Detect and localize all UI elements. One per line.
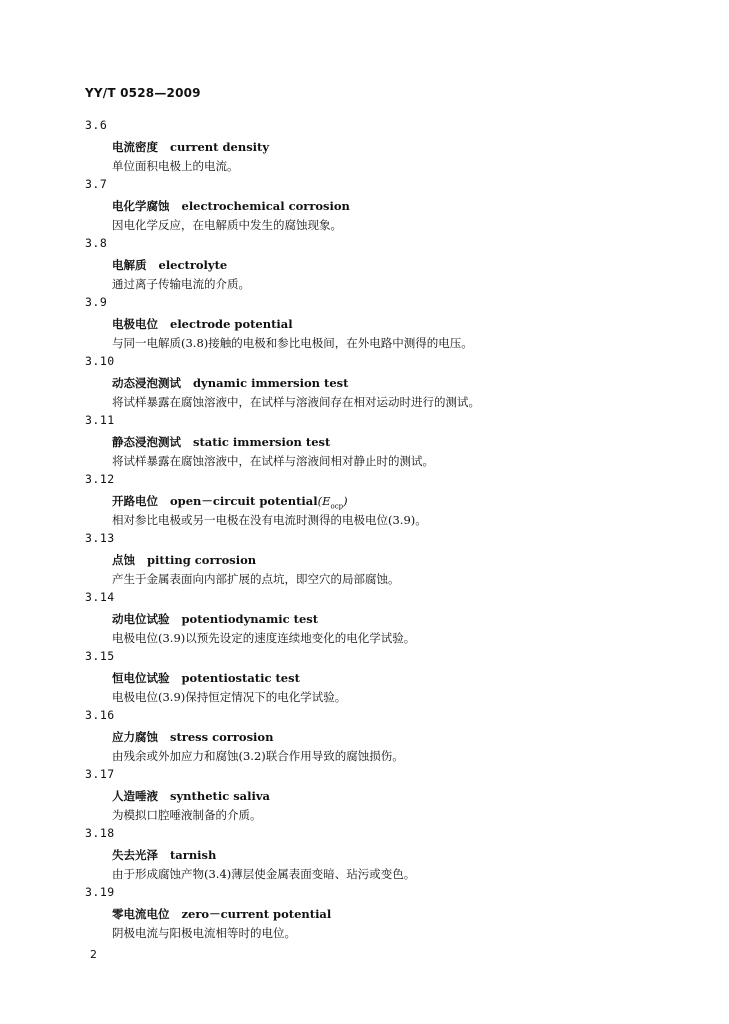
term-number: 3.16	[85, 708, 115, 722]
term-heading	[112, 552, 256, 568]
term-symbol: $(E_{ocp})$	[317, 494, 348, 511]
term-heading	[112, 316, 293, 332]
symbol-letter: E	[322, 494, 331, 508]
term-number: 3.15	[85, 649, 115, 663]
term-zh: 点蚀	[112, 553, 135, 567]
term-en: tarnish	[170, 848, 217, 862]
term-number: 3.7	[85, 177, 108, 191]
term-entry	[0, 767, 729, 826]
term-heading	[112, 198, 350, 214]
term-number: 3.9	[85, 295, 108, 309]
term-number: 3.8	[85, 236, 108, 250]
term-en: zero－current potential	[181, 907, 332, 921]
term-zh: 静态浸泡测试	[112, 435, 181, 449]
term-definition: 相对参比电极或另一电极在没有电流时测得的电极电位(3.9)。	[112, 513, 427, 527]
term-zh: 电极电位	[112, 317, 158, 331]
term-entry	[0, 413, 729, 472]
term-definition: 由于形成腐蚀产物(3.4)薄层使金属表面变暗、玷污或变色。	[112, 867, 416, 881]
term-heading	[112, 611, 318, 627]
term-entry	[0, 590, 729, 649]
term-en: synthetic saliva	[170, 789, 270, 803]
term-heading	[112, 375, 348, 391]
term-entry	[0, 826, 729, 885]
page-number: 2	[90, 948, 97, 961]
term-entry	[0, 295, 729, 354]
term-definition: 电极电位(3.9)保持恒定情况下的电化学试验。	[112, 690, 347, 704]
term-entry	[0, 472, 729, 531]
term-heading	[112, 847, 216, 863]
term-zh: 零电流电位	[112, 907, 170, 921]
term-definition: 单位面积电极上的电流。	[112, 159, 239, 173]
term-number: 3.6	[85, 118, 108, 132]
term-heading	[112, 257, 227, 273]
term-zh: 动电位试验	[112, 612, 170, 626]
term-number: 3.12	[85, 472, 115, 486]
term-zh: 失去光泽	[112, 848, 158, 862]
term-heading	[112, 906, 331, 922]
term-heading	[112, 493, 348, 510]
term-en: electrode potential	[170, 317, 293, 331]
term-definition: 与同一电解质(3.8)接触的电极和参比电极间，在外电路中测得的电压。	[112, 336, 473, 350]
symbol-subscript: ocp	[330, 502, 344, 511]
term-number: 3.14	[85, 590, 115, 604]
term-zh: 动态浸泡测试	[112, 376, 181, 390]
term-entry	[0, 354, 729, 413]
term-zh: 应力腐蚀	[112, 730, 158, 744]
term-definition: 为模拟口腔唾液制备的介质。	[112, 808, 262, 822]
term-number: 3.10	[85, 354, 115, 368]
standard-code: YY/T 0528—2009	[85, 86, 201, 100]
term-definition: 将试样暴露在腐蚀溶液中，在试样与溶液间存在相对运动时进行的测试。	[112, 395, 480, 409]
term-entry	[0, 649, 729, 708]
term-heading	[112, 729, 273, 745]
term-number: 3.11	[85, 413, 115, 427]
term-heading	[112, 434, 330, 450]
term-zh: 人造唾液	[112, 789, 158, 803]
term-en: electrolyte	[158, 258, 228, 272]
term-zh: 开路电位	[112, 494, 158, 508]
term-entry	[0, 531, 729, 590]
term-number: 3.17	[85, 767, 115, 781]
term-number: 3.18	[85, 826, 115, 840]
term-en: pitting corrosion	[147, 553, 257, 567]
term-zh: 电流密度	[112, 140, 158, 154]
term-heading	[112, 788, 270, 804]
term-en: current density	[170, 140, 270, 154]
term-definition: 通过离子传输电流的介质。	[112, 277, 250, 291]
term-number: 3.13	[85, 531, 115, 545]
term-entry	[0, 177, 729, 236]
term-en: stress corrosion	[170, 730, 274, 744]
term-zh: 电化学腐蚀	[112, 199, 170, 213]
term-definition: 产生于金属表面向内部扩展的点坑，即空穴的局部腐蚀。	[112, 572, 400, 586]
term-definition: 将试样暴露在腐蚀溶液中，在试样与溶液间相对静止时的测试。	[112, 454, 434, 468]
term-zh: 电解质	[112, 258, 147, 272]
term-heading	[112, 139, 269, 155]
term-en: potentiodynamic test	[181, 612, 319, 626]
term-en: dynamic immersion test	[193, 376, 349, 390]
term-list	[0, 118, 729, 944]
term-heading	[112, 670, 300, 686]
term-number: 3.19	[85, 885, 115, 899]
term-en: potentiostatic test	[181, 671, 300, 685]
term-entry	[0, 708, 729, 767]
term-definition: 因电化学反应，在电解质中发生的腐蚀现象。	[112, 218, 342, 232]
term-zh: 恒电位试验	[112, 671, 170, 685]
term-en: static immersion test	[193, 435, 331, 449]
term-en: electrochemical corrosion	[181, 199, 350, 213]
term-definition: 电极电位(3.9)以预先设定的速度连续地变化的电化学试验。	[112, 631, 416, 645]
term-en: open－circuit potential	[170, 494, 318, 508]
term-definition: 阴极电流与阳极电流相等时的电位。	[112, 926, 296, 940]
term-entry	[0, 236, 729, 295]
term-entry	[0, 885, 729, 944]
term-definition: 由残余或外加应力和腐蚀(3.2)联合作用导致的腐蚀损伤。	[112, 749, 404, 763]
term-entry	[0, 118, 729, 177]
